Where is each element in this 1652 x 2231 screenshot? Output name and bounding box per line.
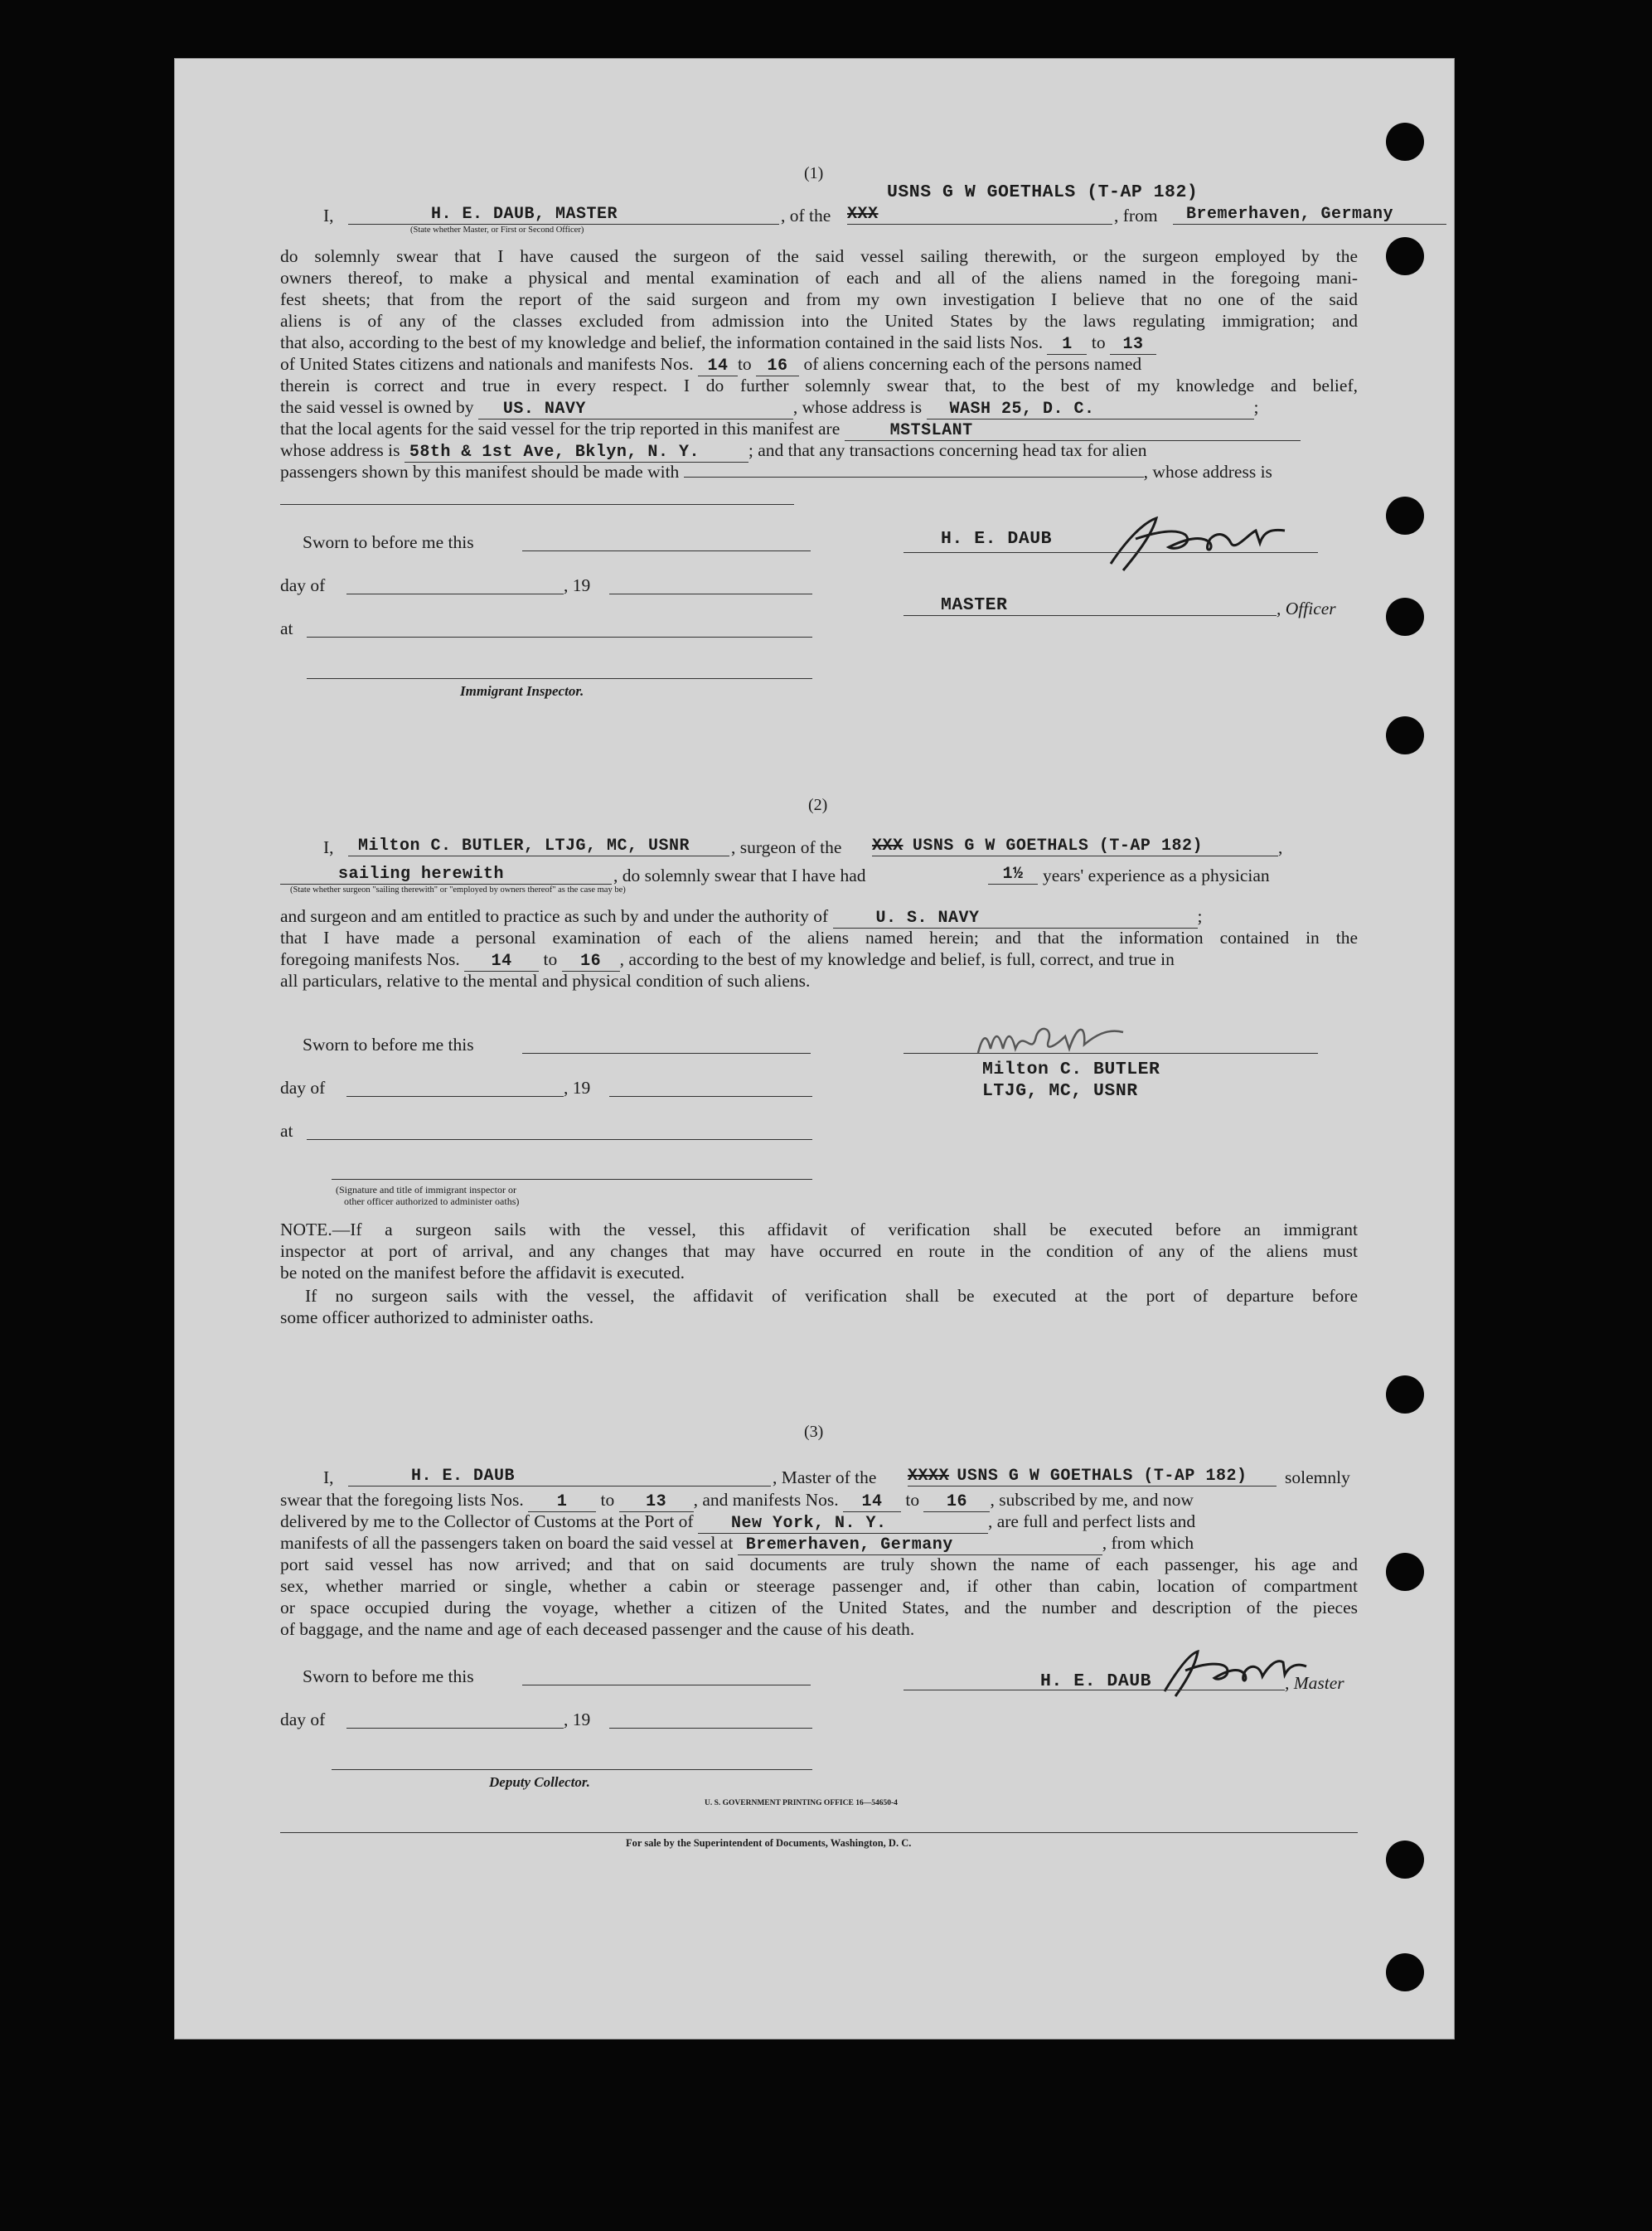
s2-struck-xxx: XXX (872, 837, 904, 856)
punch-hole (1386, 497, 1424, 535)
s2-manifests-text: foregoing manifests Nos. (280, 949, 460, 969)
s1-line-6-tail: of aliens concerning each of the persons named (803, 354, 1142, 374)
s2-sig-caption-2: other officer authorized to administer oaths) (344, 1196, 520, 1207)
surgeon-sig-line (904, 1053, 1318, 1054)
master-state-note: (State whether Master, or First or Second Officer) (410, 226, 584, 235)
section-2-number: (2) (808, 796, 828, 814)
s2-year-line (609, 1096, 812, 1097)
s2-sworn: Sworn to before me this (303, 1035, 474, 1055)
s1-to: to (1091, 332, 1106, 352)
s1-at-line (307, 637, 812, 638)
years-experience: 1½ (1002, 865, 1024, 884)
master-signature-1 (1086, 506, 1310, 580)
s2-experience: years' experience as a physician (1043, 866, 1270, 885)
punch-hole (1386, 123, 1424, 161)
s2-line-1 (280, 905, 1358, 929)
manifest-affidavit-page (174, 58, 1455, 2039)
s1-agents-text: that the local agents for the said vessel for the trip reported in this manifest are (280, 419, 841, 439)
s3-line-7: of baggage, and the name and age of each deceased passenger and the cause of his death. (280, 1619, 915, 1639)
punch-hole (1386, 1841, 1424, 1879)
s3-to: to (600, 1490, 615, 1510)
s3-list-from: 1 (556, 1492, 568, 1511)
s3-name: H. E. DAUB (411, 1467, 516, 1486)
s1-I: I, (323, 206, 334, 226)
s2-semicolon: ; (1197, 906, 1203, 926)
s1-at: at (280, 618, 293, 638)
s3-collector-line (332, 1769, 812, 1770)
s3-manifest-to: 16 (946, 1492, 967, 1511)
s3-day-line (346, 1728, 564, 1729)
s1-head-tax-text: passengers shown by this manifest should be made with (280, 462, 680, 482)
s1-line-8 (280, 396, 1358, 420)
s2-manifest-to: 16 (580, 952, 602, 971)
s2-signature-line (332, 1179, 812, 1180)
s3-taken-text: manifests of all the passengers taken on board the said vessel at (280, 1533, 734, 1553)
s1-line-5-text: that also, according to the best of my knowledge and belief, the information contained in the said lists Nos. (280, 332, 1044, 352)
master-typed-title: MASTER (941, 595, 1008, 615)
s3-master-of: , Master of the (773, 1467, 877, 1487)
deputy-collector-caption: Deputy Collector. (489, 1774, 590, 1790)
s1-owned-by: the said vessel is owned by (280, 397, 474, 417)
s2-line-3 (280, 948, 1358, 972)
s2-swear: , do solemnly swear that I have had (613, 866, 866, 885)
s3-line-1 (280, 1489, 1358, 1512)
vessel-owner: US. NAVY (502, 400, 586, 419)
s3-from-port: Bremerhaven, Germany (745, 1535, 953, 1554)
note-line-3: be noted on the manifest before the affidavit is executed. (280, 1263, 685, 1283)
s1-line-5 (280, 332, 1358, 355)
punch-hole (1386, 1375, 1424, 1414)
s3-19: , 19 (564, 1710, 591, 1729)
s1-of-the: , of the (781, 206, 831, 226)
s1-line-11 (280, 461, 1358, 483)
officer-line (904, 615, 1277, 616)
s1-whose-address: , whose address is (792, 397, 923, 417)
s3-line-3-tail: , from which (1102, 1533, 1194, 1553)
immigrant-inspector-caption: Immigrant Inspector. (460, 683, 584, 699)
s3-sworn: Sworn to before me this (303, 1666, 474, 1686)
s2-surgeon-of: , surgeon of the (731, 837, 842, 857)
s2-sig-caption-1: (Signature and title of immigrant inspector or (336, 1184, 516, 1196)
s2-to: to (543, 949, 558, 969)
s2-I: I, (323, 837, 334, 857)
master-name: H. E. DAUB, MASTER (431, 205, 618, 224)
s1-from: , from (1114, 206, 1158, 226)
s1-inspector-line (307, 678, 812, 679)
s3-line-4: port said vessel has now arrived; and that on said documents are truly shown the name of each passenger, his age and (280, 1554, 1358, 1574)
s3-lists-text: swear that the foregoing lists Nos. (280, 1490, 524, 1510)
note-line-2: inspector at port of arrival, and any changes that may have occurred en route in the condition of any of the aliens must (280, 1241, 1358, 1261)
local-agents: MSTSLANT (889, 421, 973, 440)
section-1-number: (1) (804, 164, 824, 182)
authority: U. S. NAVY (875, 909, 980, 928)
s2-line-3-tail: , according to the best of my knowledge and belief, is full, correct, and true in (619, 949, 1175, 969)
s3-vessel: USNS G W GOETHALS (T-AP 182) (957, 1467, 1247, 1486)
s1-line-7: therein is correct and true in every respect. I do further solemnly swear that, to the best of my knowledge and belief, (280, 376, 1358, 395)
master-typed-signature: H. E. DAUB (941, 529, 1053, 549)
s1-agent-address-label: whose address is (280, 440, 400, 460)
s2-vessel: USNS G W GOETHALS (T-AP 182) (912, 837, 1203, 856)
s3-name-field (348, 1464, 771, 1487)
s1-address-line (280, 504, 794, 505)
struck-xxx: XXX (847, 205, 879, 224)
s3-line-6: or space occupied during the voyage, whether a citizen of the United States, and the number and description of the pieces (280, 1598, 1358, 1617)
s1-line-9 (280, 418, 1358, 441)
s3-typed-signature: H. E. DAUB (1040, 1671, 1152, 1691)
s1-line-4: aliens is of any of the classes excluded from admission into the United States by the laws regulating immigration; and (280, 311, 1358, 331)
s3-line-2 (280, 1511, 1358, 1534)
s3-I: I, (323, 1467, 334, 1487)
s1-to-2: to (737, 354, 752, 374)
s1-sworn-line (522, 550, 811, 551)
s2-sworn-line (522, 1053, 811, 1054)
s3-line-1-tail: , subscribed by me, and now (990, 1490, 1194, 1510)
s3-vessel-field (908, 1464, 1277, 1487)
s3-line-3 (280, 1532, 1358, 1555)
surgeon-typed-rank: LTJG, MC, USNR (982, 1081, 1138, 1101)
s2-authority-text: and surgeon and am entitled to practice as such by and under the authority of (280, 906, 829, 926)
s2-at-line (307, 1139, 812, 1140)
s2-line-2: that I have made a personal examination of each of the aliens named herein; and that the information contained in the (280, 928, 1358, 948)
s3-port: New York, N. Y. (730, 1514, 887, 1533)
s3-manifests-text: , and manifests Nos. (693, 1490, 839, 1510)
s2-line-4: all particulars, relative to the mental and physical condition of such aliens. (280, 971, 811, 991)
note-line-4: If no surgeon sails with the vessel, the affidavit of verification shall be executed at the port of departure before (305, 1286, 1358, 1306)
s1-line-6 (280, 353, 1358, 376)
s3-year-line (609, 1728, 812, 1729)
s1-day-of: day of (280, 575, 326, 595)
s3-struck-xxxx: XXXX (908, 1467, 950, 1486)
s1-line-1: do solemnly swear that I have caused the surgeon of the said vessel sailing therewith, or the surgeon employed by the (280, 246, 1358, 266)
s1-semicolon: ; (1253, 397, 1259, 417)
footer-rule (280, 1832, 1358, 1833)
surgeon-name: Milton C. BUTLER, LTJG, MC, USNR (358, 837, 690, 856)
punch-hole (1386, 716, 1424, 754)
manifest-to: 16 (767, 356, 788, 376)
s3-solemnly: solemnly (1285, 1467, 1350, 1487)
s3-to-2: to (905, 1490, 920, 1510)
section-3-number: (3) (804, 1423, 824, 1441)
surgeon-name-field (348, 834, 729, 856)
note-line-1: NOTE.—If a surgeon sails with the vessel, this affidavit of verification shall be executed before an immigrant (280, 1220, 1358, 1239)
vessel-field (847, 202, 1112, 225)
s2-at: at (280, 1121, 293, 1141)
surgeon-state-note: (State whether surgeon "sailing therewith" or "employed by owners thereof" as the case may be) (290, 885, 626, 895)
s2-comma: , (1278, 837, 1283, 857)
s1-19: , 19 (564, 575, 591, 595)
for-sale-footer: For sale by the Superintendent of Documents, Washington, D. C. (626, 1837, 912, 1849)
s1-line-6-text: of United States citizens and nationals and manifests Nos. (280, 354, 694, 374)
sailing-field (280, 862, 612, 885)
s1-line-10 (280, 439, 1358, 463)
s3-manifest-from: 14 (861, 1492, 883, 1511)
s2-day-line (346, 1096, 564, 1097)
list-to: 13 (1122, 335, 1144, 354)
s2-vessel-field (872, 834, 1278, 856)
s3-master-label: , Master (1285, 1673, 1344, 1693)
surgeon-typed-name: Milton C. BUTLER (982, 1060, 1160, 1079)
s2-day-of: day of (280, 1078, 326, 1098)
s2-19: , 19 (564, 1078, 591, 1098)
s1-line-10-tail: ; and that any transactions concerning head tax for alien (748, 440, 1147, 460)
punch-hole (1386, 1553, 1424, 1591)
gpo-imprint: U. S. GOVERNMENT PRINTING OFFICE 16—54650-4 (705, 1799, 898, 1807)
s3-day-of: day of (280, 1710, 326, 1729)
s3-line-2-tail: , are full and perfect lists and (987, 1511, 1196, 1531)
s1-sworn: Sworn to before me this (303, 532, 474, 552)
s1-line-11-tail: , whose address is (1143, 462, 1272, 482)
punch-hole (1386, 1953, 1424, 1991)
s3-line-5: sex, whether married or single, whether a cabin or steerage passenger and, if other than cabin, location of compartment (280, 1576, 1358, 1596)
master-sig-line (904, 552, 1318, 553)
list-from: 1 (1062, 335, 1073, 354)
manifest-from: 14 (707, 356, 729, 376)
punch-hole (1386, 237, 1424, 275)
s3-port-text: delivered by me to the Collector of Customs at the Port of (280, 1511, 694, 1531)
officer-label: , Officer (1277, 599, 1336, 618)
agent-address: 58th & 1st Ave, Bklyn, N. Y. (409, 443, 700, 462)
vessel-header: USNS G W GOETHALS (T-AP 182) (887, 182, 1199, 202)
note-line-5: some officer authorized to administer oaths. (280, 1307, 594, 1327)
master-name-field (348, 202, 779, 225)
years-field (988, 862, 1038, 885)
from-port: Bremerhaven, Germany (1186, 205, 1394, 224)
s1-line-3: fest sheets; that from the report of the said surgeon and from my own investigation I believe that no one of the said (280, 289, 1358, 309)
sailing-herewith: sailing herewith (338, 865, 505, 884)
s1-line-2: owners thereof, to make a physical and mental examination of each and all of the aliens named in the foregoing mani- (280, 268, 1358, 288)
from-port-field (1173, 202, 1446, 225)
s2-manifest-from: 14 (491, 952, 512, 971)
s3-list-to: 13 (646, 1492, 667, 1511)
owner-address: WASH 25, D. C. (949, 400, 1095, 419)
punch-hole (1386, 598, 1424, 636)
